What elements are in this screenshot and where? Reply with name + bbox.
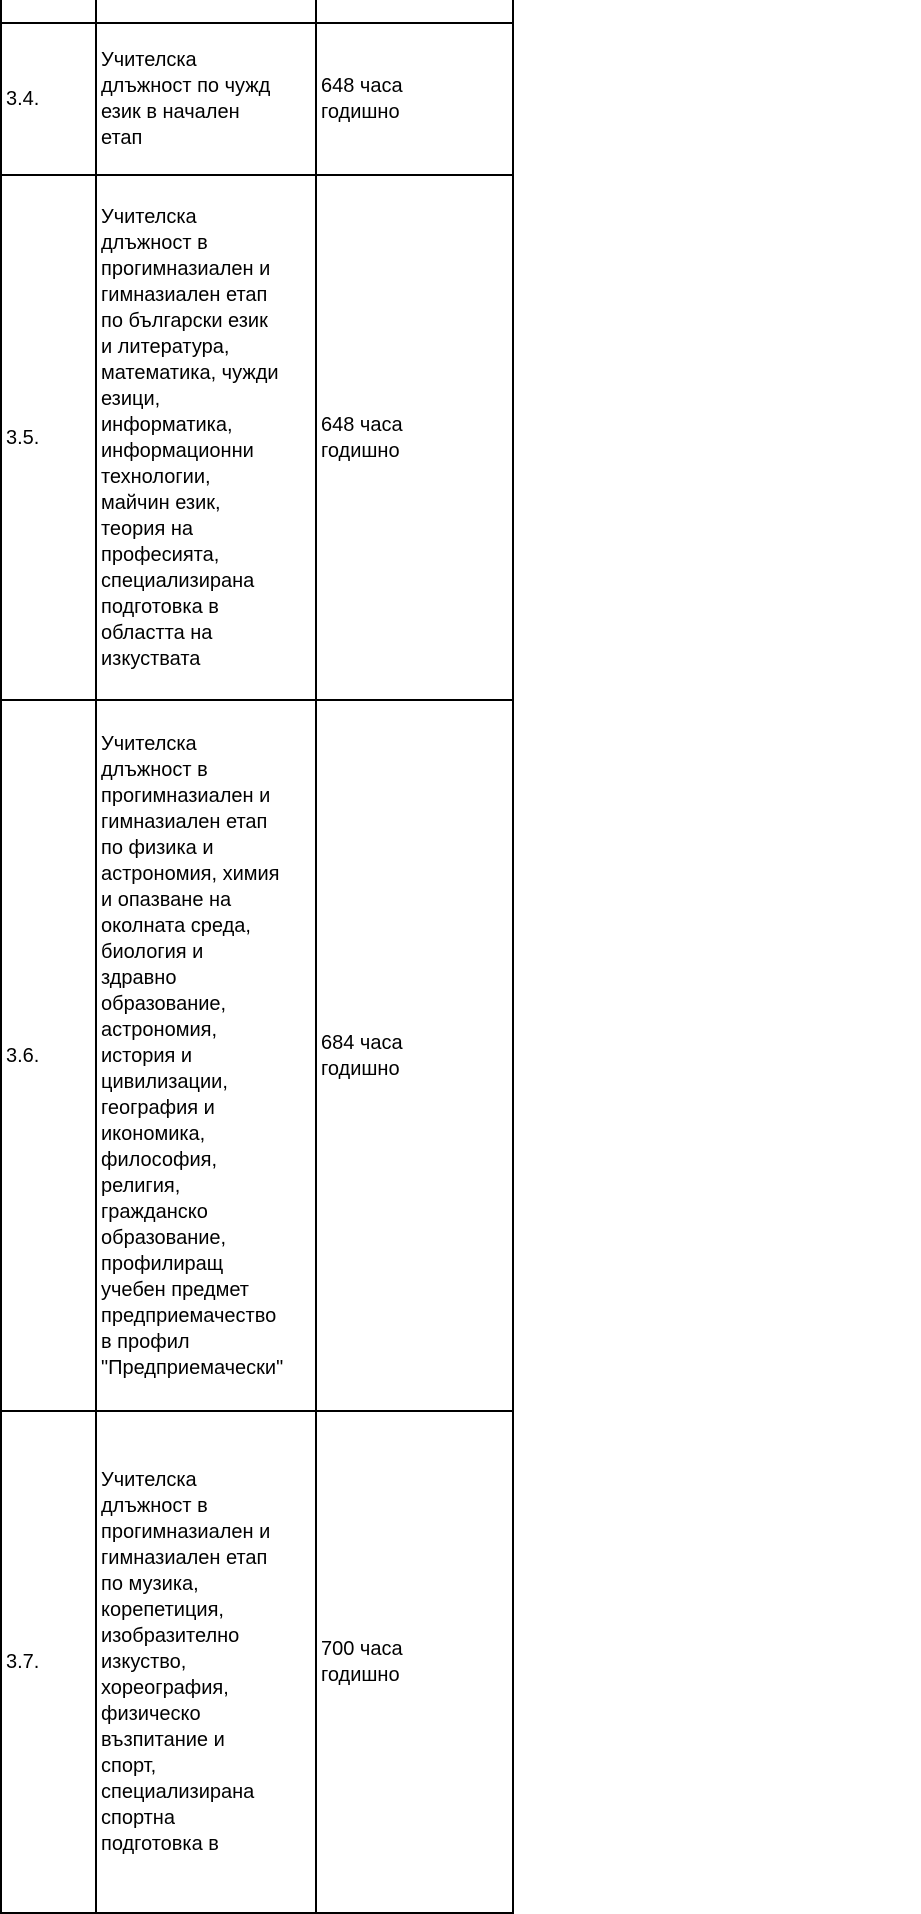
position-text-line: здравно xyxy=(101,966,177,989)
position-text-line: прогимназиален и xyxy=(101,1521,271,1543)
position-text-line: спортна xyxy=(101,1807,175,1829)
position-text-line: подготовка в xyxy=(101,1833,219,1855)
position-cell xyxy=(96,700,316,1411)
position-text-line: изкуство, xyxy=(101,1651,187,1673)
row-number-cell xyxy=(1,175,96,700)
position-text-line: Учителска xyxy=(101,1469,197,1491)
position-text-line: информационни xyxy=(101,439,254,462)
position-text-line: по физика и xyxy=(101,836,214,859)
hours-cell xyxy=(316,23,513,175)
position-text-line: учебен предмет xyxy=(101,1278,249,1301)
position-text-line: биология и xyxy=(101,940,204,963)
table-row xyxy=(1,175,513,700)
position-text-line: подготовка в xyxy=(101,595,219,618)
position-text-line: етап xyxy=(101,127,143,149)
position-text-line: и опазване на xyxy=(101,888,232,911)
hours-value: 684 часа xyxy=(321,1031,403,1054)
position-text-line: длъжност в xyxy=(101,231,208,254)
position-text-line: образование, xyxy=(101,992,227,1015)
position-text-line: информатика, xyxy=(101,413,233,436)
position-text-line: език в начален xyxy=(101,101,240,123)
position-text-line: специализирана xyxy=(101,1781,255,1803)
hours-period: годишно xyxy=(321,101,400,123)
position-text-line: физическо xyxy=(101,1703,201,1725)
row-number: 3.5. xyxy=(6,426,40,449)
position-text-line: астрономия, химия xyxy=(101,862,280,885)
position-cell xyxy=(96,1411,316,1913)
position-text-line: образование, xyxy=(101,1226,227,1249)
hours-period: годишно xyxy=(321,439,400,462)
position-text-line: религия, xyxy=(101,1174,181,1197)
row-number-cell xyxy=(1,23,96,175)
table-row xyxy=(1,1411,513,1913)
position-text-line: гимназиален етап xyxy=(101,283,268,306)
hours-cell xyxy=(316,700,513,1411)
position-text-line: история и xyxy=(101,1044,193,1067)
position-text-line: изобразително xyxy=(101,1625,240,1647)
position-text-line: корепетиция, xyxy=(101,1599,224,1621)
position-text-line: изкуствата xyxy=(101,647,201,670)
position-text-line: предприемачество xyxy=(101,1304,277,1327)
position-text-line: специализирана xyxy=(101,569,255,592)
position-text-line: география и xyxy=(101,1096,215,1119)
position-text-line: астрономия, xyxy=(101,1018,218,1041)
hours-period: годишно xyxy=(321,1057,400,1080)
row-number: 3.7. xyxy=(6,1651,40,1673)
table-row-previous-partial xyxy=(1,0,513,23)
hours-period: годишно xyxy=(321,1664,400,1686)
hours-cell xyxy=(316,1411,513,1913)
position-text-line: езици, xyxy=(101,387,161,410)
table-row xyxy=(1,23,513,175)
position-text-line: прогимназиален и xyxy=(101,257,271,280)
row-number-cell xyxy=(1,700,96,1411)
row-number: 3.6. xyxy=(6,1044,40,1067)
position-text-line: майчин език, xyxy=(101,491,221,514)
table-row xyxy=(1,700,513,1411)
position-cell xyxy=(96,175,316,700)
position-text-line: профилиращ xyxy=(101,1252,224,1275)
table-cell xyxy=(96,0,316,23)
position-text-line: гимназиален етап xyxy=(101,810,268,833)
position-text-line: възпитание и xyxy=(101,1729,225,1751)
table-cell xyxy=(1,0,96,23)
table-cell xyxy=(316,0,513,23)
position-text-line: и литература, xyxy=(101,335,230,358)
position-text-line: гимназиален етап xyxy=(101,1547,268,1569)
position-text-line: Учителска xyxy=(101,49,197,71)
position-text-line: "Предприемачески" xyxy=(101,1356,284,1379)
position-text-line: хореография, xyxy=(101,1677,229,1699)
position-text-line: областта на xyxy=(101,621,213,644)
row-number-cell xyxy=(1,1411,96,1913)
hours-value: 648 часа xyxy=(321,413,403,436)
position-text-line: по музика, xyxy=(101,1573,199,1595)
position-text-line: цивилизации, xyxy=(101,1070,228,1093)
position-text-line: математика, чужди xyxy=(101,361,279,384)
position-text-line: професията, xyxy=(101,543,220,566)
position-text-line: длъжност по чужд xyxy=(101,75,271,97)
position-text-line: прогимназиален и xyxy=(101,784,271,807)
position-text-line: теория на xyxy=(101,517,194,540)
position-text-line: длъжност в xyxy=(101,758,208,781)
position-text-line: Учителска xyxy=(101,732,197,755)
hours-value: 648 часа xyxy=(321,75,403,97)
row-number: 3.4. xyxy=(6,88,40,110)
position-text-line: по български език xyxy=(101,309,268,332)
position-text-line: длъжност в xyxy=(101,1495,208,1517)
hours-value: 700 часа xyxy=(321,1638,403,1660)
position-text-line: спорт, xyxy=(101,1755,157,1777)
position-text-line: Учителска xyxy=(101,205,197,228)
position-cell xyxy=(96,23,316,175)
position-text-line: гражданско xyxy=(101,1200,208,1223)
position-text-line: икономика, xyxy=(101,1122,206,1145)
position-text-line: технологии, xyxy=(101,465,211,488)
position-text-line: в профил xyxy=(101,1330,190,1353)
hours-cell xyxy=(316,175,513,700)
position-text-line: околната среда, xyxy=(101,914,251,937)
position-text-line: философия, xyxy=(101,1148,218,1171)
